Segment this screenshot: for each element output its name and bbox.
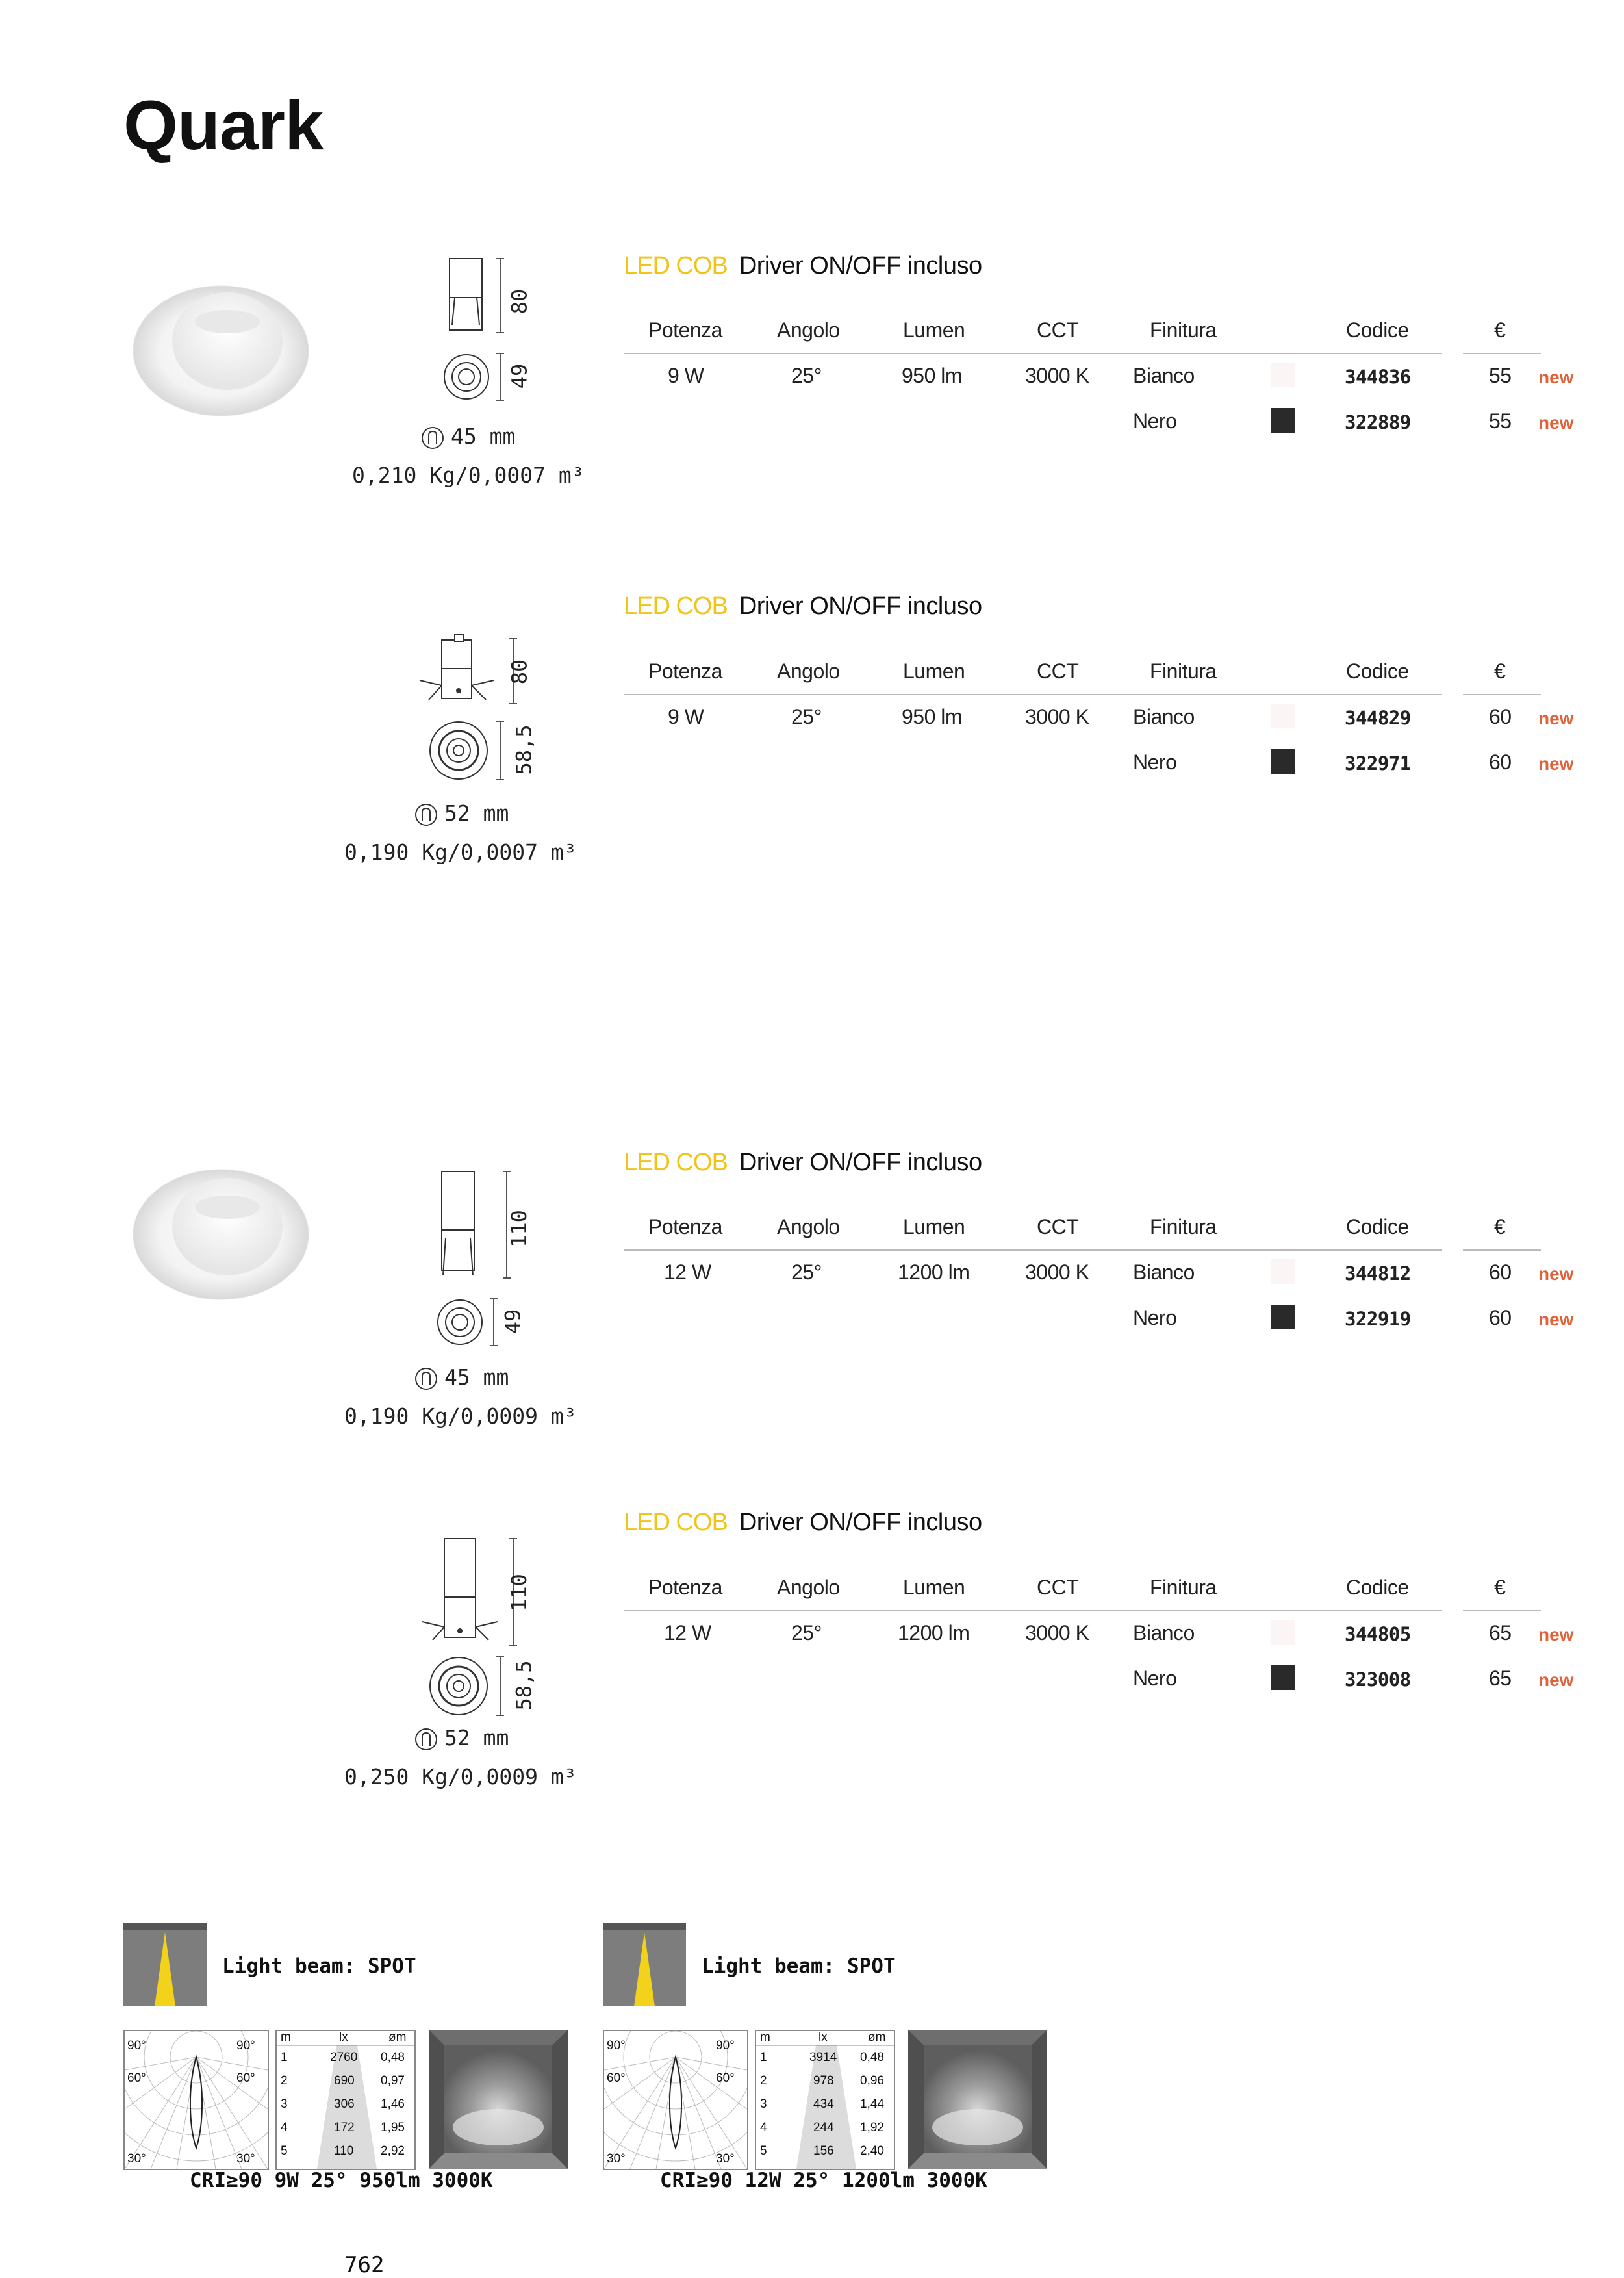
row-om: 0,48 (381, 2051, 405, 2064)
swatch-bianco (1271, 1620, 1295, 1645)
price: 55 (1489, 364, 1512, 387)
cut-out-hole (414, 1364, 509, 1390)
price: 65 (1489, 1621, 1512, 1645)
header-angolo: Angolo (777, 1576, 840, 1599)
polar-diagram (123, 2030, 269, 2170)
header-angolo: Angolo (777, 659, 840, 683)
polar-diagram (603, 2030, 748, 2170)
weight-volume: 0,190 Kg/0,0009 m³ (344, 1403, 577, 1429)
col-m: m (281, 2030, 291, 2044)
row-lx: 172 (334, 2121, 355, 2134)
row-m: 3 (760, 2097, 767, 2111)
header-lumen: Lumen (903, 1215, 965, 1238)
header-rule (624, 1249, 1442, 1251)
driver-label: Driver ON/OFF incluso (739, 1149, 982, 1176)
header-rule (624, 353, 1442, 354)
col-m: m (760, 2030, 770, 2044)
weight-volume: 0,210 Kg/0,0007 m³ (352, 463, 585, 488)
header-price: € (1494, 659, 1506, 683)
page-title: Quark (123, 86, 324, 164)
diameter-dimension: 49 (500, 1309, 526, 1335)
cell-lumen: 950 lm (902, 364, 963, 387)
header-potenza: Potenza (648, 659, 722, 683)
header-finitura: Finitura (1150, 1215, 1217, 1238)
new-badge: new (1538, 1624, 1574, 1645)
row-om: 1,44 (860, 2097, 884, 2111)
beam-label: Light beam: SPOT (702, 1954, 896, 1978)
hole-size: 52 mm (444, 800, 509, 826)
polar-label-bl: 30° (607, 2152, 626, 2166)
cell-cct: 3000 K (1025, 1261, 1089, 1284)
codice: 322971 (1345, 752, 1411, 774)
col-om: øm (868, 2030, 886, 2044)
polar-label-ml: 60° (607, 2071, 626, 2085)
header-rule (624, 1610, 1442, 1611)
header-cct: CCT (1037, 318, 1079, 342)
col-lx: lx (339, 2030, 348, 2044)
header-cct: CCT (1037, 659, 1079, 683)
header-finitura: Finitura (1150, 659, 1217, 683)
finitura-nero: Nero (1133, 750, 1177, 774)
header-codice: Codice (1346, 659, 1409, 683)
height-dimension: 110 (506, 1574, 531, 1611)
cell-angolo: 25° (791, 1621, 822, 1645)
light-render (429, 2030, 568, 2169)
polar-label-bl: 30° (127, 2152, 146, 2166)
row-om: 0,97 (381, 2074, 405, 2088)
finitura-bianco: Bianco (1133, 364, 1195, 387)
cell-potenza: 12 W (664, 1261, 711, 1284)
row-m: 4 (281, 2121, 288, 2134)
header-cct: CCT (1037, 1215, 1079, 1238)
driver-label: Driver ON/OFF incluso (739, 252, 982, 279)
header-lumen: Lumen (903, 659, 965, 683)
cell-angolo: 25° (791, 1261, 822, 1284)
product-heading (624, 593, 982, 621)
hole-size: 45 mm (451, 424, 516, 449)
product-photo (123, 1150, 325, 1306)
spec-line: CRI≥90 9W 25° 950lm 3000K (190, 2169, 493, 2192)
finitura-bianco: Bianco (1133, 1621, 1195, 1645)
new-badge: new (1538, 367, 1574, 387)
new-badge: new (1538, 413, 1574, 433)
row-m: 1 (760, 2051, 767, 2064)
product-photo (123, 263, 325, 419)
swatch-bianco (1271, 363, 1295, 387)
swatch-bianco (1271, 704, 1295, 728)
light-render (908, 2030, 1047, 2169)
header-codice: Codice (1346, 1215, 1409, 1238)
cell-potenza: 12 W (664, 1621, 711, 1645)
row-m: 3 (281, 2097, 288, 2111)
cell-cct: 3000 K (1025, 364, 1089, 387)
polar-label-br: 30° (716, 2152, 735, 2166)
row-lx: 434 (813, 2097, 834, 2111)
hole-size: 45 mm (444, 1364, 509, 1390)
weight-volume: 0,190 Kg/0,0007 m³ (344, 839, 577, 865)
diameter-dimension: 58,5 (511, 724, 537, 775)
header-cct: CCT (1037, 1576, 1079, 1599)
row-lx: 978 (813, 2074, 834, 2088)
cut-out-icon (421, 426, 444, 450)
spot-beam-icon (123, 1923, 207, 2006)
polar-label-ml: 60° (127, 2071, 146, 2085)
new-badge: new (1538, 1264, 1574, 1284)
row-om: 2,40 (860, 2144, 884, 2158)
diameter-dimension: 58,5 (511, 1660, 537, 1711)
row-lx: 690 (334, 2074, 355, 2088)
header-price: € (1494, 318, 1506, 342)
new-badge: new (1538, 1670, 1574, 1690)
product-heading (624, 1149, 982, 1177)
polar-label-tl: 90° (607, 2039, 626, 2053)
col-om: øm (388, 2030, 407, 2044)
illuminance-table (275, 2030, 416, 2170)
polar-label-tr: 90° (236, 2039, 255, 2053)
cell-angolo: 25° (791, 705, 822, 728)
price-rule (1463, 353, 1541, 354)
codice: 344805 (1345, 1623, 1411, 1645)
price: 60 (1489, 750, 1512, 774)
codice: 322889 (1345, 411, 1411, 433)
polar-label-mr: 60° (716, 2071, 735, 2085)
cut-out-hole (414, 1725, 509, 1751)
new-badge: new (1538, 754, 1574, 774)
codice: 344836 (1345, 366, 1411, 388)
product-heading (624, 252, 982, 280)
finitura-bianco: Bianco (1133, 705, 1195, 728)
header-codice: Codice (1346, 318, 1409, 342)
price: 60 (1489, 1306, 1512, 1329)
row-m: 1 (281, 2051, 288, 2064)
header-potenza: Potenza (648, 1576, 722, 1599)
finitura-nero: Nero (1133, 409, 1177, 433)
header-angolo: Angolo (777, 1215, 840, 1238)
cell-potenza: 9 W (668, 705, 704, 728)
hole-size: 52 mm (444, 1725, 509, 1750)
diameter-dimension: 49 (507, 363, 532, 389)
led-cob-label: LED COB (624, 1509, 728, 1536)
col-lx: lx (818, 2030, 828, 2044)
header-lumen: Lumen (903, 1576, 965, 1599)
codice: 344829 (1345, 707, 1411, 729)
finitura-bianco: Bianco (1133, 1261, 1195, 1284)
price: 55 (1489, 409, 1512, 433)
header-codice: Codice (1346, 1576, 1409, 1599)
swatch-bianco (1271, 1259, 1295, 1284)
cut-out-icon (414, 803, 438, 826)
cell-lumen: 1200 lm (898, 1621, 970, 1645)
weight-volume: 0,250 Kg/0,0009 m³ (344, 1764, 577, 1789)
header-rule (624, 694, 1442, 695)
cell-angolo: 25° (791, 364, 822, 387)
new-badge: new (1538, 1309, 1574, 1329)
cell-cct: 3000 K (1025, 1621, 1089, 1645)
row-m: 5 (760, 2144, 767, 2158)
spec-line: CRI≥90 12W 25° 1200lm 3000K (660, 2169, 987, 2192)
header-finitura: Finitura (1150, 1576, 1217, 1599)
beam-label: Light beam: SPOT (222, 1954, 416, 1978)
polar-label-tr: 90° (716, 2039, 735, 2053)
page-number: 762 (344, 2252, 385, 2278)
led-cob-label: LED COB (624, 1149, 728, 1176)
header-price: € (1494, 1215, 1506, 1238)
led-cob-label: LED COB (624, 593, 728, 620)
cut-out-icon (414, 1367, 438, 1390)
finitura-nero: Nero (1133, 1667, 1177, 1690)
polar-label-mr: 60° (236, 2071, 255, 2085)
row-om: 0,96 (860, 2074, 884, 2088)
product-heading (624, 1509, 982, 1537)
polar-label-br: 30° (236, 2152, 255, 2166)
driver-label: Driver ON/OFF incluso (739, 1509, 982, 1536)
swatch-nero (1271, 1305, 1295, 1329)
row-lx: 244 (813, 2121, 834, 2134)
polar-label-tl: 90° (127, 2039, 146, 2053)
spot-beam-icon (603, 1923, 686, 2006)
row-lx: 306 (334, 2097, 355, 2111)
header-lumen: Lumen (903, 318, 965, 342)
swatch-nero (1271, 1665, 1295, 1690)
header-finitura: Finitura (1150, 318, 1217, 342)
cell-lumen: 950 lm (902, 705, 963, 728)
row-om: 1,92 (860, 2121, 884, 2134)
height-dimension: 80 (507, 659, 532, 685)
row-om: 0,48 (860, 2051, 884, 2064)
height-dimension: 80 (507, 288, 532, 314)
row-m: 5 (281, 2144, 288, 2158)
price: 65 (1489, 1667, 1512, 1690)
row-lx: 2760 (330, 2051, 358, 2064)
row-m: 2 (281, 2074, 288, 2088)
price-rule (1463, 1610, 1541, 1611)
height-dimension: 110 (506, 1210, 531, 1248)
cell-lumen: 1200 lm (898, 1261, 970, 1284)
row-m: 4 (760, 2121, 767, 2134)
cut-out-hole (414, 800, 509, 826)
swatch-nero (1271, 749, 1295, 774)
price-rule (1463, 1249, 1541, 1251)
header-potenza: Potenza (648, 318, 722, 342)
driver-label: Driver ON/OFF incluso (739, 593, 982, 620)
finitura-nero: Nero (1133, 1306, 1177, 1329)
row-lx: 3914 (809, 2051, 837, 2064)
row-om: 2,92 (381, 2144, 405, 2158)
led-cob-label: LED COB (624, 252, 728, 279)
cell-potenza: 9 W (668, 364, 704, 387)
cut-out-icon (414, 1728, 438, 1751)
row-m: 2 (760, 2074, 767, 2088)
cut-out-hole (421, 424, 515, 450)
price: 60 (1489, 1261, 1512, 1284)
row-om: 1,95 (381, 2121, 405, 2134)
new-badge: new (1538, 708, 1574, 728)
price-rule (1463, 694, 1541, 695)
header-potenza: Potenza (648, 1215, 722, 1238)
cell-cct: 3000 K (1025, 705, 1089, 728)
codice: 323008 (1345, 1669, 1411, 1691)
price: 60 (1489, 705, 1512, 728)
header-angolo: Angolo (777, 318, 840, 342)
codice: 322919 (1345, 1308, 1411, 1330)
row-lx: 110 (334, 2144, 354, 2158)
row-lx: 156 (813, 2144, 834, 2158)
swatch-nero (1271, 408, 1295, 433)
row-om: 1,46 (381, 2097, 405, 2111)
illuminance-table (755, 2030, 895, 2170)
header-price: € (1494, 1576, 1506, 1599)
codice: 344812 (1345, 1262, 1411, 1285)
